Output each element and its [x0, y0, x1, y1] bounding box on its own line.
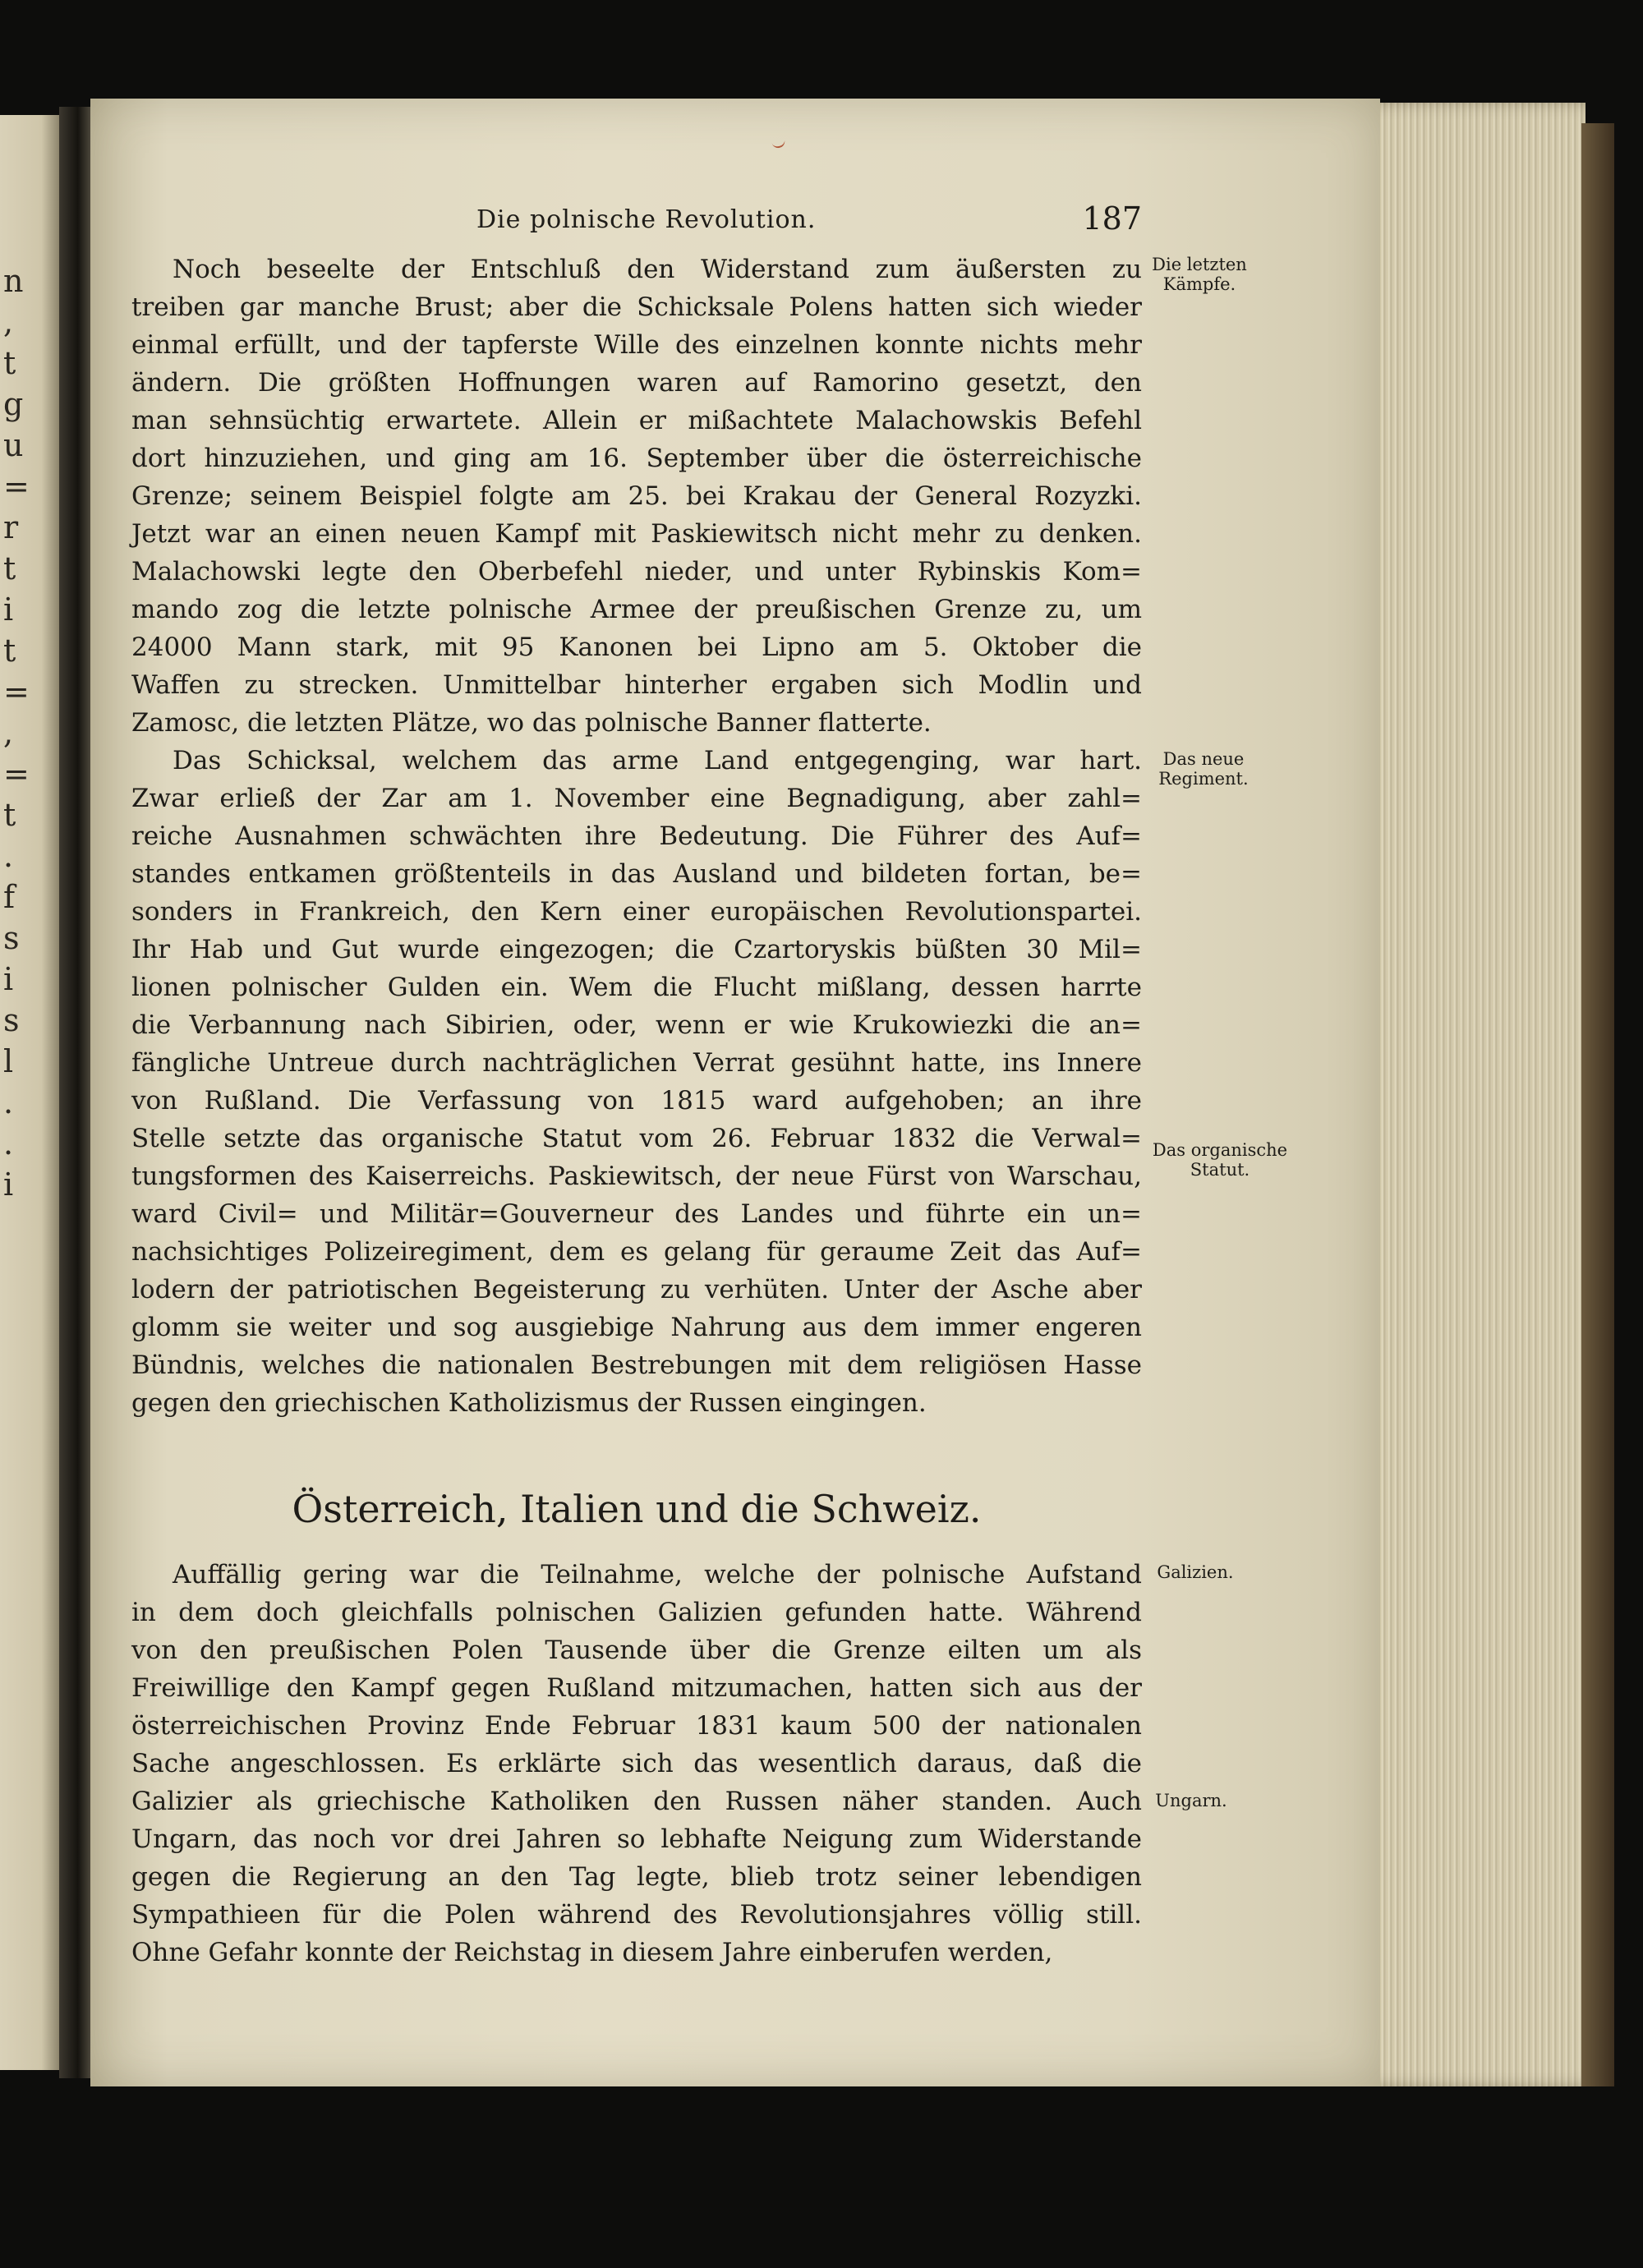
book-cover-edge: [1581, 123, 1614, 2086]
text-line: standes entkamen größtenteils in das Ausland und bildeten fortan, be=: [131, 859, 1142, 889]
previous-page-fragment: =: [3, 674, 30, 710]
text-line: Noch beseelte der Entschluß den Widerstand zum äußersten zu: [173, 255, 1142, 284]
previous-page-fragment: ,: [3, 715, 14, 751]
text-line: Jetzt war an einen neuen Kampf mit Paskiewitsch nicht mehr zu denken.: [131, 519, 1142, 549]
text-line: sonders in Frankreich, den Kern einer europäischen Revolutionspartei.: [131, 897, 1142, 927]
text-line: mando zog die letzte polnische Armee der preußischen Grenze zu, um: [131, 595, 1142, 624]
previous-page-fragment: s: [3, 920, 20, 956]
previous-page-fragment: f: [3, 879, 16, 915]
previous-page-fragment: l: [3, 1043, 14, 1079]
previous-page-fragment: .: [3, 1084, 14, 1120]
previous-page-fragment: i: [3, 961, 14, 997]
text-line: einmal erfüllt, und der tapferste Wille des einzelnen konnte nichts mehr: [131, 330, 1142, 360]
text-line: Bündnis, welches die nationalen Bestrebungen mit dem religiösen Hasse: [131, 1350, 1142, 1380]
text-line: von den preußischen Polen Tausende über die Grenze eilten um als: [131, 1635, 1142, 1665]
text-line: 24000 Mann stark, mit 95 Kanonen bei Lipno am 5. Oktober die: [131, 633, 1142, 662]
sidenote-new-regime: Das neue Regiment.: [1158, 749, 1249, 789]
text-line: von Rußland. Die Verfassung von 1815 ward aufgehoben; an ihre: [131, 1086, 1142, 1116]
text-line: Zwar erließ der Zar am 1. November eine Begnadigung, aber zahl=: [131, 784, 1142, 813]
text-line: Stelle setzte das organische Statut vom 26. Februar 1832 die Verwal=: [131, 1124, 1142, 1153]
previous-page-fragment: t: [3, 345, 16, 381]
previous-page-fragment: t: [3, 550, 16, 587]
previous-page-fragment: s: [3, 1002, 20, 1038]
text-line: Freiwillige den Kampf gegen Rußland mitzumachen, hatten sich aus der: [131, 1673, 1142, 1703]
text-line: Auffällig gering war die Teilnahme, welche der polnische Aufstand: [173, 1560, 1142, 1589]
previous-page-fragment: r: [3, 509, 19, 545]
previous-page-fragment: ,: [3, 304, 14, 340]
text-line: ward Civil= und Militär=Gouverneur des Landes und führte ein un=: [131, 1199, 1142, 1229]
text-line: Galizier als griechische Katholiken den Russen näher standen. Auch: [131, 1787, 1142, 1816]
text-line: treiben gar manche Brust; aber die Schicksale Polens hatten sich wieder: [131, 292, 1142, 322]
text-line: Ungarn, das noch vor drei Jahren so lebhafte Neigung zum Widerstande: [131, 1824, 1142, 1854]
previous-page-fragment: =: [3, 468, 30, 504]
page-number: 187: [1082, 200, 1142, 237]
page-header: [131, 200, 1142, 246]
text-line: fängliche Untreue durch nachträglichen Verrat gesühnt hatte, ins Innere: [131, 1048, 1142, 1078]
previous-page-fragment: n: [3, 263, 24, 299]
previous-page-fragment: t: [3, 797, 16, 833]
section-heading: Österreich, Italien und die Schweiz.: [292, 1487, 982, 1531]
running-title: Die polnische Revolution.: [476, 205, 817, 234]
sidenote-organic-statute: Das organische Statut.: [1152, 1140, 1288, 1180]
previous-page-fragment: i: [3, 1166, 14, 1203]
text-line: gegen die Regierung an den Tag legte, blieb trotz seiner lebendigen: [131, 1862, 1142, 1892]
text-line: glomm sie weiter und sog ausgiebige Nahrung aus dem immer engeren: [131, 1313, 1142, 1342]
text-line: Das Schicksal, welchem das arme Land entgegenging, war hart.: [173, 746, 1142, 775]
sidenote-hungary: Ungarn.: [1155, 1791, 1227, 1810]
text-line: Waffen zu strecken. Unmittelbar hinterher ergaben sich Modlin und: [131, 670, 1142, 700]
text-line: dort hinzuziehen, und ging am 16. September über die österreichische: [131, 444, 1142, 473]
previous-page-fragment: i: [3, 591, 14, 628]
text-line: österreichischen Provinz Ende Februar 1831 kaum 500 der nationalen: [131, 1711, 1142, 1741]
text-line: lodern der patriotischen Begeisterung zu verhüten. Unter der Asche aber: [131, 1275, 1142, 1304]
text-line: man sehnsüchtig erwartete. Allein er mißachtete Malachowskis Befehl: [131, 406, 1142, 435]
text-line: Ohne Gefahr konnte der Reichstag in diesem Jahre einberufen werden,: [131, 1938, 1053, 1967]
sidenote-galicia: Galizien.: [1157, 1562, 1234, 1582]
previous-page-fragment: .: [3, 1125, 14, 1162]
text-line: Malachowski legte den Oberbefehl nieder, und unter Rybinskis Kom=: [131, 557, 1142, 587]
previous-page-fragment: u: [3, 427, 24, 463]
previous-page-fragment: t: [3, 633, 16, 669]
text-line: in dem doch gleichfalls polnischen Galizien gefunden hatte. Während: [131, 1598, 1142, 1627]
sidenote-last-battles: Die letzten Kämpfe.: [1152, 255, 1247, 294]
previous-page-edge: [0, 115, 59, 2070]
text-line: die Verbannung nach Sibirien, oder, wenn er wie Krukowiezki die an=: [131, 1010, 1142, 1040]
text-line: Grenze; seinem Beispiel folgte am 25. bei Krakau der General Rozyzki.: [131, 481, 1142, 511]
text-line: Zamosc, die letzten Plätze, wo das polnische Banner flatterte.: [131, 708, 932, 738]
book-gutter: [59, 107, 90, 2078]
previous-page-fragment: =: [3, 756, 30, 792]
text-line: tungsformen des Kaiserreichs. Paskiewitsch, der neue Fürst von Warschau,: [131, 1162, 1142, 1191]
text-line: lionen polnischer Gulden ein. Wem die Flucht mißlang, dessen harrte: [131, 973, 1142, 1002]
text-line: gegen den griechischen Katholizismus der Russen eingingen.: [131, 1388, 927, 1418]
previous-page-fragment: .: [3, 838, 14, 874]
previous-page-fragment: g: [3, 386, 24, 422]
text-line: reiche Ausnahmen schwächten ihre Bedeutung. Die Führer des Auf=: [131, 821, 1142, 851]
text-line: nachsichtiges Polizeiregiment, dem es gelang für geraume Zeit das Auf=: [131, 1237, 1142, 1267]
text-line: ändern. Die größten Hoffnungen waren auf Ramorino gesetzt, den: [131, 368, 1142, 398]
text-line: Sache angeschlossen. Es erklärte sich das wesentlich daraus, daß die: [131, 1749, 1142, 1778]
text-line: Ihr Hab und Gut wurde eingezogen; die Czartoryskis büßten 30 Mil=: [131, 935, 1142, 964]
text-line: Sympathieen für die Polen während des Revolutionsjahres völlig still.: [131, 1900, 1142, 1930]
page-block-edges: [1347, 103, 1585, 2086]
